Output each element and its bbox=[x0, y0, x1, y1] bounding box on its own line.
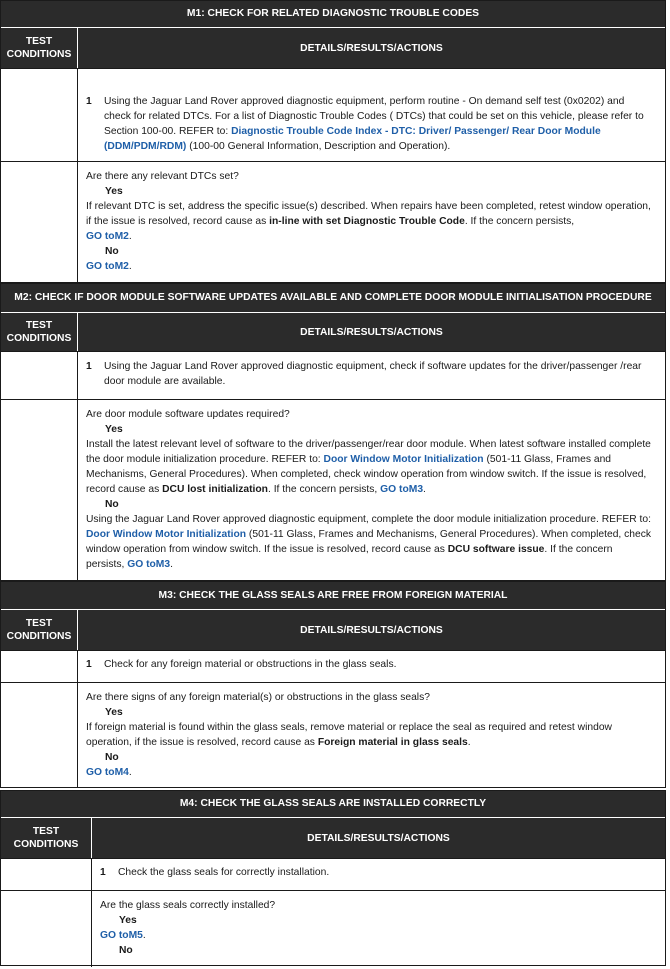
step-row bbox=[1, 858, 665, 890]
details-header: DETAILS/RESULTS/ACTIONS bbox=[300, 624, 443, 636]
yes-label: Yes bbox=[105, 424, 123, 435]
question-text: Are there signs of any foreign material(s) or obstructions in the glass seals? bbox=[86, 692, 430, 703]
step-number: 1 bbox=[86, 659, 92, 670]
no-label: No bbox=[119, 945, 133, 956]
goto-m3-link[interactable]: GO toM3 bbox=[380, 484, 424, 495]
details-header: DETAILS/RESULTS/ACTIONS bbox=[307, 832, 450, 844]
question-text: Are door module software updates required? bbox=[86, 409, 290, 420]
goto-m2-link[interactable]: GO toM2 bbox=[86, 261, 129, 272]
step-number: 1 bbox=[86, 96, 92, 107]
dtc-index-link[interactable]: Diagnostic Trouble Code Index - DTC: Driver/ Passenger/ Rear Door Module (DDM/PDM/RDM) bbox=[104, 126, 601, 152]
step-row bbox=[1, 650, 665, 682]
step-text: Using the Jaguar Land Rover approved diagnostic equipment, perform routine - On demand self test (0x0202) and check for related DTCs. For a list of Diagnostic Trouble Codes ( DTCs) that could be set on this vehicle, please refer to Section 100-00. REFER to: Diagnostic Trouble Code Index - DTC: Driver/ Passenger/ Rear Door Module (DDM/PDM/RDM) (100-00 General Information, Description and Operation). bbox=[104, 96, 644, 152]
section-m1 bbox=[0, 0, 666, 283]
section-m3 bbox=[0, 581, 666, 788]
section-title: M1: CHECK FOR RELATED DIAGNOSTIC TROUBLE CODES bbox=[1, 1, 665, 27]
table-header bbox=[1, 817, 665, 858]
question-text: Are there any relevant DTCs set? bbox=[86, 171, 239, 182]
test-conditions-header: TEST CONDITIONS bbox=[1, 610, 78, 650]
goto-m5-link[interactable]: GO toM5 bbox=[100, 930, 143, 941]
test-conditions-header: TEST CONDITIONS bbox=[1, 313, 78, 351]
test-conditions-header: TEST CONDITIONS bbox=[1, 818, 92, 858]
result-row: Are there any relevant DTCs set? Yes If relevant DTC is set, address the specific issue(s) described. When repairs have been completed, retest window operation, if the issue is resolved, record cause as in-line with set Diagnostic Trouble Code. If the concern persists, GO toM2. No GO toM2. bbox=[1, 161, 665, 283]
test-conditions-header: TEST CONDITIONS bbox=[1, 28, 78, 68]
details-header: DETAILS/RESULTS/ACTIONS bbox=[300, 326, 443, 338]
table-header bbox=[1, 609, 665, 650]
table-header bbox=[1, 27, 665, 68]
result-row bbox=[1, 399, 665, 583]
step-row bbox=[1, 68, 665, 161]
goto-m4-link[interactable]: GO toM4 bbox=[86, 767, 129, 778]
step-number: 1 bbox=[86, 361, 92, 372]
goto-m2-link[interactable]: GO toM2 bbox=[86, 231, 129, 242]
no-label: No bbox=[105, 246, 119, 257]
result-row: Are the glass seals correctly installed? Yes GO toM5. No bbox=[1, 890, 665, 967]
no-action-text: Using the Jaguar Land Rover approved diagnostic equipment, complete the door module initialization procedure. REFER to: Door Window Motor Initialization (501-11 Glass, Frames and Mechanisms, General Procedures). When completed, check window operation from window switch. If the issue is resolved, record cause as DCU software issue. If the concern persists, GO toM3. bbox=[86, 514, 652, 570]
section-title: M2: CHECK IF DOOR MODULE SOFTWARE UPDATES AVAILABLE AND COMPLETE DOOR MODULE INITIALISATION PROCEDURE bbox=[1, 284, 665, 312]
yes-label: Yes bbox=[105, 186, 123, 197]
step-text: Using the Jaguar Land Rover approved diagnostic equipment, check if software updates for the driver/passenger /rear door module are available. bbox=[104, 361, 642, 387]
step-number: 1 bbox=[100, 867, 106, 878]
door-window-motor-init-link[interactable]: Door Window Motor Initialization bbox=[323, 454, 484, 465]
yes-label: Yes bbox=[119, 915, 137, 926]
door-window-motor-init-link[interactable]: Door Window Motor Initialization bbox=[86, 529, 247, 540]
result-row: Are there signs of any foreign material(s) or obstructions in the glass seals? Yes If foreign material is found within the glass seals, remove material or replace the seal as required and retest window operation, if the issue is resolved, record cause as Foreign material in glass seals. No GO toM4. bbox=[1, 682, 665, 788]
step-text: Check for any foreign material or obstructions in the glass seals. bbox=[104, 659, 397, 670]
section-title: M3: CHECK THE GLASS SEALS ARE FREE FROM FOREIGN MATERIAL bbox=[1, 582, 665, 609]
no-label: No bbox=[105, 752, 119, 763]
details-header: DETAILS/RESULTS/ACTIONS bbox=[300, 42, 443, 54]
section-m4 bbox=[0, 790, 666, 966]
yes-action-text: If relevant DTC is set, address the specific issue(s) described. When repairs have been completed, retest window operation, if the issue is resolved, record cause as in-line with set Diagnostic Trouble Code. If the concern persists, bbox=[86, 201, 651, 227]
table-header bbox=[1, 312, 665, 351]
section-m2 bbox=[0, 283, 666, 581]
section-title: M4: CHECK THE GLASS SEALS ARE INSTALLED CORRECTLY bbox=[1, 791, 665, 817]
no-label: No bbox=[105, 499, 119, 510]
yes-action-text: Install the latest relevant level of software to the driver/passenger/rear door module. When latest software installed complete the door module initialization procedure. REFER to: Door Window Motor Initialization (501-11 Glass, Frames and Mechanisms, General Procedures). When completed, check window operation from window switch. If the issue is resolved, record cause as DCU lost initialization. If the concern persists, GO toM3. bbox=[86, 439, 651, 495]
yes-action-text: If foreign material is found within the glass seals, remove material or replace the seal as required and retest window operation, if the issue is resolved, record cause as Foreign material in glass seals. bbox=[86, 722, 612, 748]
goto-m3-link[interactable]: GO toM3 bbox=[127, 559, 171, 570]
question-text: Are the glass seals correctly installed? bbox=[100, 900, 276, 911]
step-row bbox=[1, 351, 665, 399]
yes-label: Yes bbox=[105, 707, 123, 718]
step-text: Check the glass seals for correctly installation. bbox=[118, 867, 330, 878]
